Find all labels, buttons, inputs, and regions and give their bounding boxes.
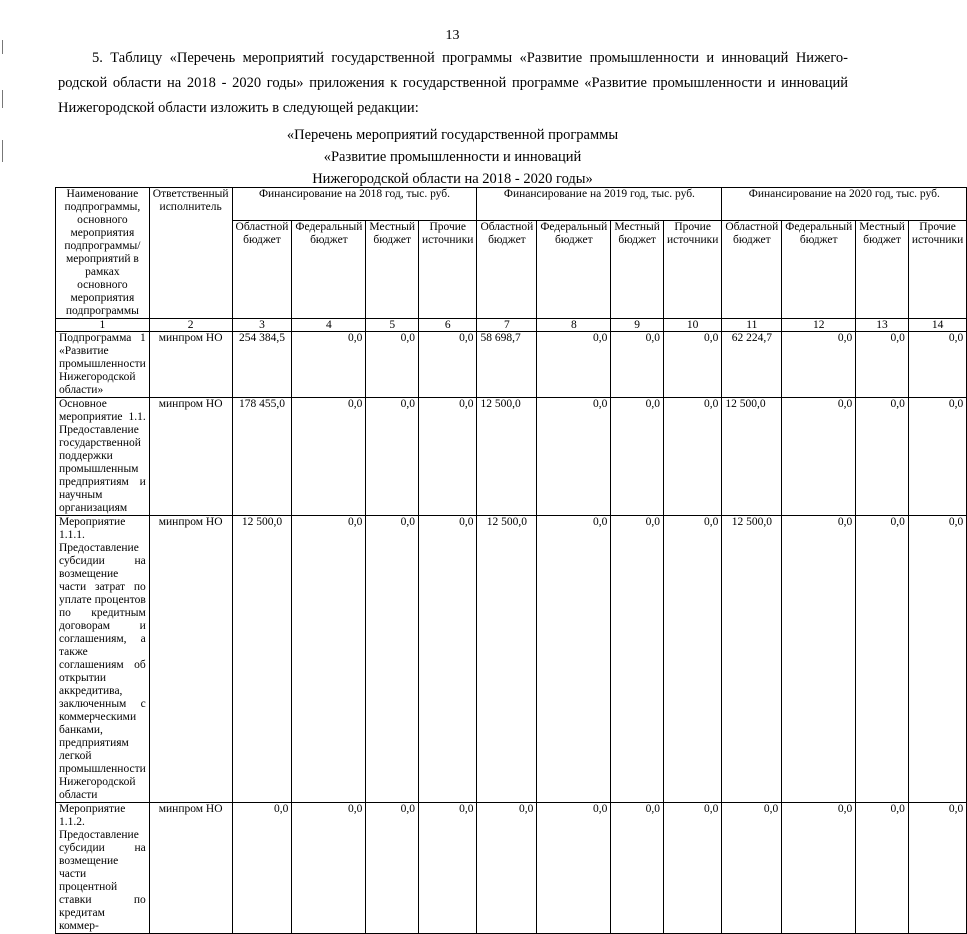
value-cell: 0,0: [366, 516, 419, 803]
value-cell: 0,0: [856, 516, 909, 803]
column-number: 4: [292, 319, 366, 332]
header-regional: Областной бюджет: [722, 221, 782, 319]
value-cell: 0,0: [663, 332, 721, 398]
value-cell: 0,0: [477, 803, 537, 934]
value-cell: 0,0: [419, 803, 477, 934]
header-other: Прочие источники: [663, 221, 721, 319]
value-cell: 12 500,0: [477, 516, 537, 803]
column-number: 9: [611, 319, 664, 332]
value-cell: 0,0: [366, 398, 419, 516]
column-number: 1: [56, 319, 150, 332]
header-other: Прочие источники: [419, 221, 477, 319]
value-cell: 0,0: [908, 332, 966, 398]
value-cell: 0,0: [419, 332, 477, 398]
value-cell: 0,0: [611, 398, 664, 516]
column-number: 14: [908, 319, 966, 332]
header-federal: Федеральный бюджет: [782, 221, 856, 319]
value-cell: 0,0: [366, 803, 419, 934]
value-cell: 0,0: [292, 332, 366, 398]
row-executor: минпром НО: [149, 803, 232, 934]
header-regional: Областной бюджет: [232, 221, 292, 319]
value-cell: 0,0: [537, 803, 611, 934]
row-name: Мероприятие 1.1.2. Предоставление субсидии на возмещение части процентной ставки по кредитам коммер-: [56, 803, 150, 934]
value-cell: 0,0: [537, 516, 611, 803]
header-federal: Федеральный бюджет: [537, 221, 611, 319]
value-cell: 12 500,0: [232, 516, 292, 803]
table-title-line-1: «Перечень мероприятий государственной программы: [286, 127, 619, 143]
table-title-line-3: Нижегородской области на 2018 - 2020 годы»: [312, 171, 593, 187]
value-cell: 254 384,5: [232, 332, 292, 398]
column-number: 7: [477, 319, 537, 332]
value-cell: 0,0: [782, 516, 856, 803]
row-executor: минпром НО: [149, 398, 232, 516]
intro-line-1: 5. Таблицу «Перечень мероприятий государственной программы «Развитие промышленности и инноваций Нижего-: [92, 50, 848, 66]
value-cell: 0,0: [611, 516, 664, 803]
table-row: [56, 398, 967, 516]
value-cell: 0,0: [908, 516, 966, 803]
value-cell: 0,0: [856, 332, 909, 398]
header-local: Местный бюджет: [856, 221, 909, 319]
header-fin-2018: Финансирование на 2018 год, тыс. руб.: [232, 188, 477, 221]
row-name: Основное мероприятие 1.1. Предоставление государственной поддержки промышленным предприятиям и научным организациям: [56, 398, 150, 516]
column-number: 5: [366, 319, 419, 332]
column-number: 12: [782, 319, 856, 332]
column-number-row: [56, 319, 967, 332]
header-other: Прочие источники: [908, 221, 966, 319]
column-number: 6: [419, 319, 477, 332]
value-cell: 0,0: [292, 398, 366, 516]
value-cell: 0,0: [908, 803, 966, 934]
header-federal: Федеральный бюджет: [292, 221, 366, 319]
intro-paragraph: [58, 46, 848, 121]
column-number: 11: [722, 319, 782, 332]
table-row: [56, 516, 967, 803]
table-title-line-2: «Развитие промышленности и инноваций: [323, 149, 582, 165]
value-cell: 12 500,0: [477, 398, 537, 516]
value-cell: 0,0: [419, 516, 477, 803]
value-cell: 0,0: [537, 398, 611, 516]
header-regional: Областной бюджет: [477, 221, 537, 319]
value-cell: 0,0: [782, 803, 856, 934]
value-cell: 0,0: [663, 803, 721, 934]
header-fin-2020: Финансирование на 2020 год, тыс. руб.: [722, 188, 967, 221]
measures-table: [55, 187, 967, 934]
value-cell: 0,0: [908, 398, 966, 516]
value-cell: 0,0: [292, 803, 366, 934]
value-cell: 58 698,7: [477, 332, 537, 398]
table-row: [56, 803, 967, 934]
value-cell: 178 455,0: [232, 398, 292, 516]
row-name: Мероприятие 1.1.1. Предоставление субсидии на возмещение части затрат по уплате процентов по кредитным договорам и соглашениям, а также соглашениям об открытии аккредитива, заключенным с коммерческими банками, предприятиям легкой промышленности Нижегородской области: [56, 516, 150, 803]
table-row: [56, 332, 967, 398]
value-cell: 0,0: [722, 803, 782, 934]
value-cell: 0,0: [611, 803, 664, 934]
row-executor: минпром НО: [149, 332, 232, 398]
row-executor: минпром НО: [149, 516, 232, 803]
value-cell: 62 224,7: [722, 332, 782, 398]
value-cell: 0,0: [232, 803, 292, 934]
value-cell: 12 500,0: [722, 516, 782, 803]
value-cell: 0,0: [419, 398, 477, 516]
value-cell: 0,0: [856, 398, 909, 516]
intro-line-3: Нижегородской области изложить в следующей редакции:: [58, 100, 419, 116]
value-cell: 0,0: [611, 332, 664, 398]
header-fin-2019: Финансирование на 2019 год, тыс. руб.: [477, 188, 722, 221]
header-local: Местный бюджет: [611, 221, 664, 319]
header-local: Местный бюджет: [366, 221, 419, 319]
margin-mark: [2, 90, 3, 108]
column-number: 10: [663, 319, 721, 332]
column-number: 8: [537, 319, 611, 332]
value-cell: 12 500,0: [722, 398, 782, 516]
header-executor: Ответственный исполнитель: [149, 188, 232, 319]
value-cell: 0,0: [292, 516, 366, 803]
value-cell: 0,0: [782, 398, 856, 516]
column-number: 2: [149, 319, 232, 332]
value-cell: 0,0: [537, 332, 611, 398]
value-cell: 0,0: [663, 398, 721, 516]
value-cell: 0,0: [663, 516, 721, 803]
value-cell: 0,0: [366, 332, 419, 398]
header-row: [56, 188, 967, 221]
row-name: Подпрограмма 1 «Развитие промышленности Нижегородской области»: [56, 332, 150, 398]
page-number: 13: [445, 28, 460, 43]
header-name: Наименование подпрограммы, основного мероприятия подпрограммы/мероприятий в рамках основного мероприятия подпрограммы: [56, 188, 150, 319]
value-cell: 0,0: [856, 803, 909, 934]
value-cell: 0,0: [782, 332, 856, 398]
column-number: 13: [856, 319, 909, 332]
intro-line-2: родской области на 2018 - 2020 годы» приложения к государственной программе «Развитие промышленности и инноваций: [58, 75, 848, 91]
column-number: 3: [232, 319, 292, 332]
